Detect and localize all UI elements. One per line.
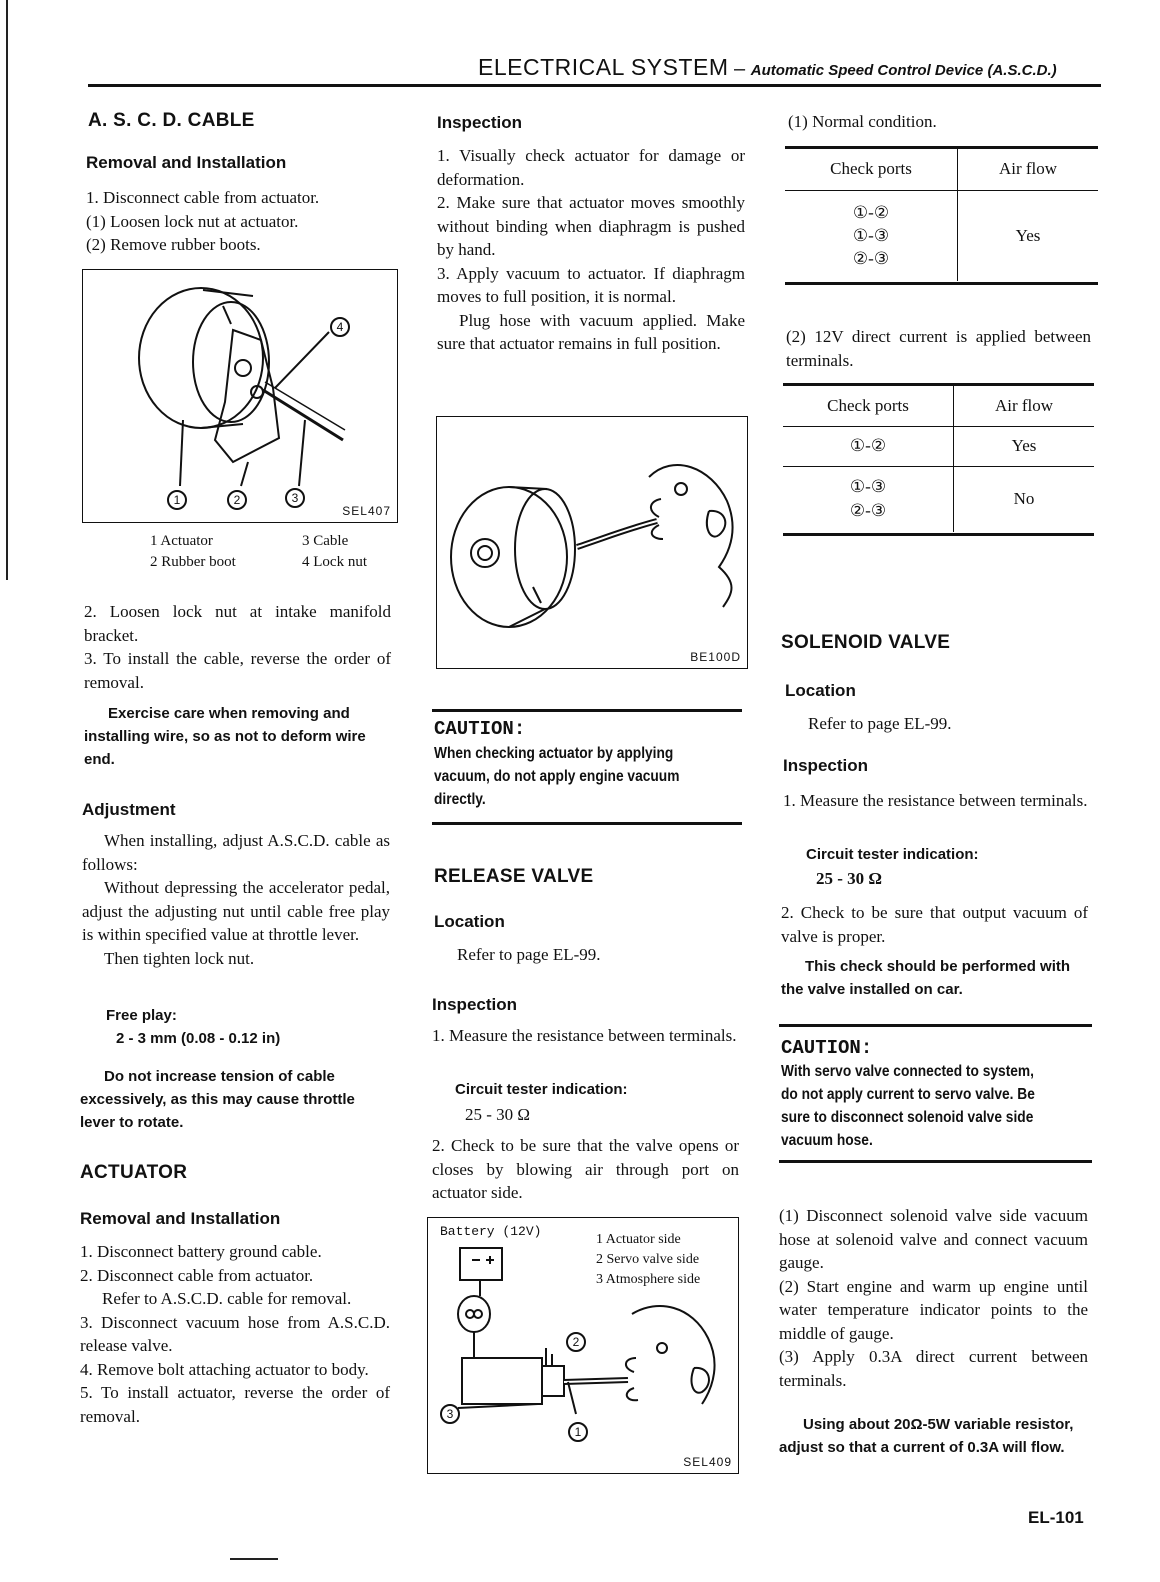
inspection-step: 3. Apply vacuum to actuator. If diaphragm moves to full position, it is normal. bbox=[437, 263, 745, 306]
header-rule bbox=[88, 84, 1101, 87]
free-play-value: 2 - 3 mm (0.08 - 0.12 in) bbox=[116, 1030, 281, 1047]
release-step-2: 2. Check to be sure that the valve opens or closes by blowing air through port on actuator side. bbox=[432, 1136, 739, 1202]
actuator-step: 4. Remove bolt attaching actuator to body. bbox=[80, 1359, 369, 1379]
actuator-steps bbox=[80, 1240, 390, 1428]
normal-condition-label: (1) Normal condition. bbox=[788, 112, 937, 131]
port-pair: ①-③ bbox=[849, 477, 887, 497]
inspection-step: Plug hose with vacuum applied. Make sure that actuator remains in full position. bbox=[437, 310, 745, 353]
solenoid-location-text: Refer to page EL-99. bbox=[808, 714, 952, 733]
actuator-step: 3. Disconnect vacuum hose from A.S.C.D. release valve. bbox=[80, 1312, 390, 1355]
location-title: Location bbox=[434, 912, 505, 931]
legend-item: 1 Actuator bbox=[150, 533, 213, 549]
solenoid-step-1: 1. Measure the resistance between terminals. bbox=[783, 791, 1088, 810]
release-valve-title: RELEASE VALVE bbox=[434, 866, 594, 887]
solenoid-sub-steps bbox=[779, 1204, 1088, 1392]
port-pair: ①-② bbox=[852, 203, 890, 223]
actuator-step: 5. To install actuator, reverse the order of removal. bbox=[80, 1383, 390, 1426]
legend-item: 3 Atmosphere side bbox=[596, 1272, 701, 1287]
adjustment-text bbox=[82, 829, 390, 970]
cable-step-2: 2. Loosen lock nut at intake manifold bracket. bbox=[84, 602, 391, 645]
header-subtitle: Automatic Speed Control Device (A.S.C.D.) bbox=[750, 62, 1057, 79]
svg-text:3: 3 bbox=[446, 1407, 454, 1421]
release-valve-illustration bbox=[428, 1218, 738, 1473]
location-text: Refer to page EL-99. bbox=[457, 945, 601, 964]
removal-title: Removal and Installation bbox=[86, 153, 287, 172]
inspection-title: Inspection bbox=[437, 113, 523, 132]
dc-applied-table bbox=[783, 386, 1094, 532]
figure-code: BE100D bbox=[690, 650, 741, 664]
table-header: Check ports bbox=[785, 149, 958, 190]
page-number: EL-101 bbox=[1028, 1508, 1084, 1527]
solenoid-location-title: Location bbox=[785, 681, 856, 700]
header-main: ELECTRICAL SYSTEM bbox=[478, 54, 729, 80]
svg-text:3: 3 bbox=[291, 491, 299, 505]
adjustment-para: When installing, adjust A.S.C.D. cable as follows: bbox=[82, 831, 390, 874]
table-header: Air flow bbox=[954, 386, 1095, 426]
legend-item: 3 Cable bbox=[302, 533, 349, 549]
adjustment-para: Without depressing the accelerator pedal, adjust the adjusting nut until cable free play is within specified value at throttle lever. bbox=[82, 878, 390, 944]
cable-step: (1) Loosen lock nut at actuator. bbox=[86, 211, 299, 231]
inspection2-title: Inspection bbox=[432, 995, 518, 1014]
dc-applied-label: (2) 12V direct current is applied between terminals. bbox=[786, 327, 1091, 370]
caution2-title: CAUTION: bbox=[781, 1037, 873, 1059]
battery-label: Battery (12V) bbox=[440, 1224, 542, 1239]
table-cell-ports bbox=[785, 190, 958, 281]
svg-text:2: 2 bbox=[233, 493, 241, 507]
svg-text:2: 2 bbox=[572, 1335, 580, 1349]
legend-item: 1 Actuator side bbox=[596, 1232, 681, 1247]
solenoid-inspection-title: Inspection bbox=[783, 756, 869, 775]
cable-step: 1. Disconnect cable from actuator. bbox=[86, 188, 320, 207]
vacuum-test-illustration bbox=[437, 417, 747, 668]
figure-code: SEL407 bbox=[342, 504, 391, 518]
caution2-rule-top bbox=[779, 1024, 1092, 1027]
page-header bbox=[478, 54, 1057, 81]
caution2-rule-bottom bbox=[779, 1160, 1092, 1163]
resistor-note: Using about 20Ω-5W variable resistor, adjust so that a current of 0.3A will flow. bbox=[779, 1416, 1074, 1456]
cable-note: Exercise care when removing and installing wire, so as not to deform wire end. bbox=[84, 705, 366, 768]
adjustment-para: Then tighten lock nut. bbox=[104, 948, 255, 968]
actuator-step: Refer to A.S.C.D. cable for removal. bbox=[102, 1289, 352, 1308]
scan-edge-line bbox=[6, 0, 8, 580]
figure-actuator-cable bbox=[82, 269, 398, 523]
release-step-1: 1. Measure the resistance between terminals. bbox=[432, 1026, 737, 1045]
actuator-title: ACTUATOR bbox=[80, 1162, 188, 1183]
table-cell-flow: No bbox=[1013, 489, 1035, 509]
sub-step: (3) Apply 0.3A direct current between terminals. bbox=[779, 1347, 1088, 1390]
actuator-step: 2. Disconnect cable from actuator. bbox=[80, 1265, 314, 1285]
legend-item: 2 Servo valve side bbox=[596, 1252, 700, 1267]
port-pair: ②-③ bbox=[852, 249, 890, 269]
solenoid-tester-value: 25 - 30 Ω bbox=[816, 869, 883, 888]
port-pair: ①-③ bbox=[852, 226, 890, 246]
legend-item: 4 Lock nut bbox=[302, 554, 367, 570]
svg-text:4: 4 bbox=[336, 320, 344, 334]
header-dash: – bbox=[728, 58, 751, 80]
caution-rule-bottom bbox=[432, 822, 742, 825]
table-header: Check ports bbox=[783, 386, 954, 426]
actuator-removal-title: Removal and Installation bbox=[80, 1209, 281, 1228]
installed-note: This check should be performed with the valve installed on car. bbox=[781, 958, 1071, 998]
table1-rule-bottom bbox=[785, 282, 1098, 285]
adjustment-title: Adjustment bbox=[82, 800, 176, 819]
figure-legend bbox=[150, 531, 400, 573]
port-pair: ②-③ bbox=[849, 501, 887, 521]
cable-steps bbox=[86, 186, 396, 257]
solenoid-tester-label: Circuit tester indication: bbox=[806, 846, 979, 863]
figure-release-valve-test bbox=[427, 1217, 739, 1474]
scan-bottom-line bbox=[230, 1558, 278, 1560]
tension-note: Do not increase tension of cable excessively, as this may cause throttle lever to rotate. bbox=[80, 1068, 355, 1131]
figure-vacuum-test bbox=[436, 416, 748, 669]
table-cell-flow: Yes bbox=[1015, 225, 1041, 245]
legend-item: 2 Rubber boot bbox=[150, 554, 236, 570]
caution-text: When checking actuator by applying vacuum, do not apply engine vacuum directly. bbox=[434, 745, 680, 808]
actuator-illustration bbox=[83, 270, 397, 522]
caution2-text: With servo valve connected to system, do not apply current to servo valve. Be sure to disconnect solenoid valve side vacuum hose. bbox=[781, 1063, 1035, 1149]
caution-rule-top bbox=[432, 709, 742, 712]
ascd-cable-title: A. S. C. D. CABLE bbox=[88, 110, 255, 131]
caution-title: CAUTION: bbox=[434, 718, 526, 740]
table-cell-flow: Yes bbox=[954, 426, 1095, 466]
normal-condition-table bbox=[785, 149, 1098, 281]
solenoid-valve-title: SOLENOID VALVE bbox=[781, 632, 951, 653]
cable-step: (2) Remove rubber boots. bbox=[86, 235, 261, 254]
table-header: Air flow bbox=[958, 149, 1099, 190]
inspection-step: 2. Make sure that actuator moves smoothly without binding when diaphragm is pushed by hand. bbox=[437, 193, 745, 259]
free-play-label: Free play: bbox=[106, 1007, 177, 1024]
sub-step: (2) Start engine and warm up engine until water temperature indicator points to the middle of gauge. bbox=[779, 1276, 1088, 1343]
table-cell-ports: ①-② bbox=[783, 426, 954, 466]
table-cell-ports bbox=[783, 466, 954, 532]
table2-rule-bottom bbox=[783, 533, 1094, 536]
tester-label: Circuit tester indication: bbox=[455, 1081, 628, 1098]
cable-step-3: 3. To install the cable, reverse the order of removal. bbox=[84, 649, 391, 692]
inspection-step: 1. Visually check actuator for damage or deformation. bbox=[437, 146, 745, 189]
sub-step: (1) Disconnect solenoid valve side vacuum hose at solenoid valve and connect vacuum gauge. bbox=[779, 1206, 1088, 1272]
svg-text:1: 1 bbox=[574, 1425, 582, 1439]
actuator-step: 1. Disconnect battery ground cable. bbox=[80, 1242, 322, 1261]
inspection-steps bbox=[437, 144, 745, 356]
svg-text:1: 1 bbox=[173, 493, 181, 507]
solenoid-step-2: 2. Check to be sure that output vacuum of valve is proper. bbox=[781, 903, 1088, 946]
tester-value: 25 - 30 Ω bbox=[465, 1105, 531, 1124]
figure-code: SEL409 bbox=[683, 1455, 732, 1469]
